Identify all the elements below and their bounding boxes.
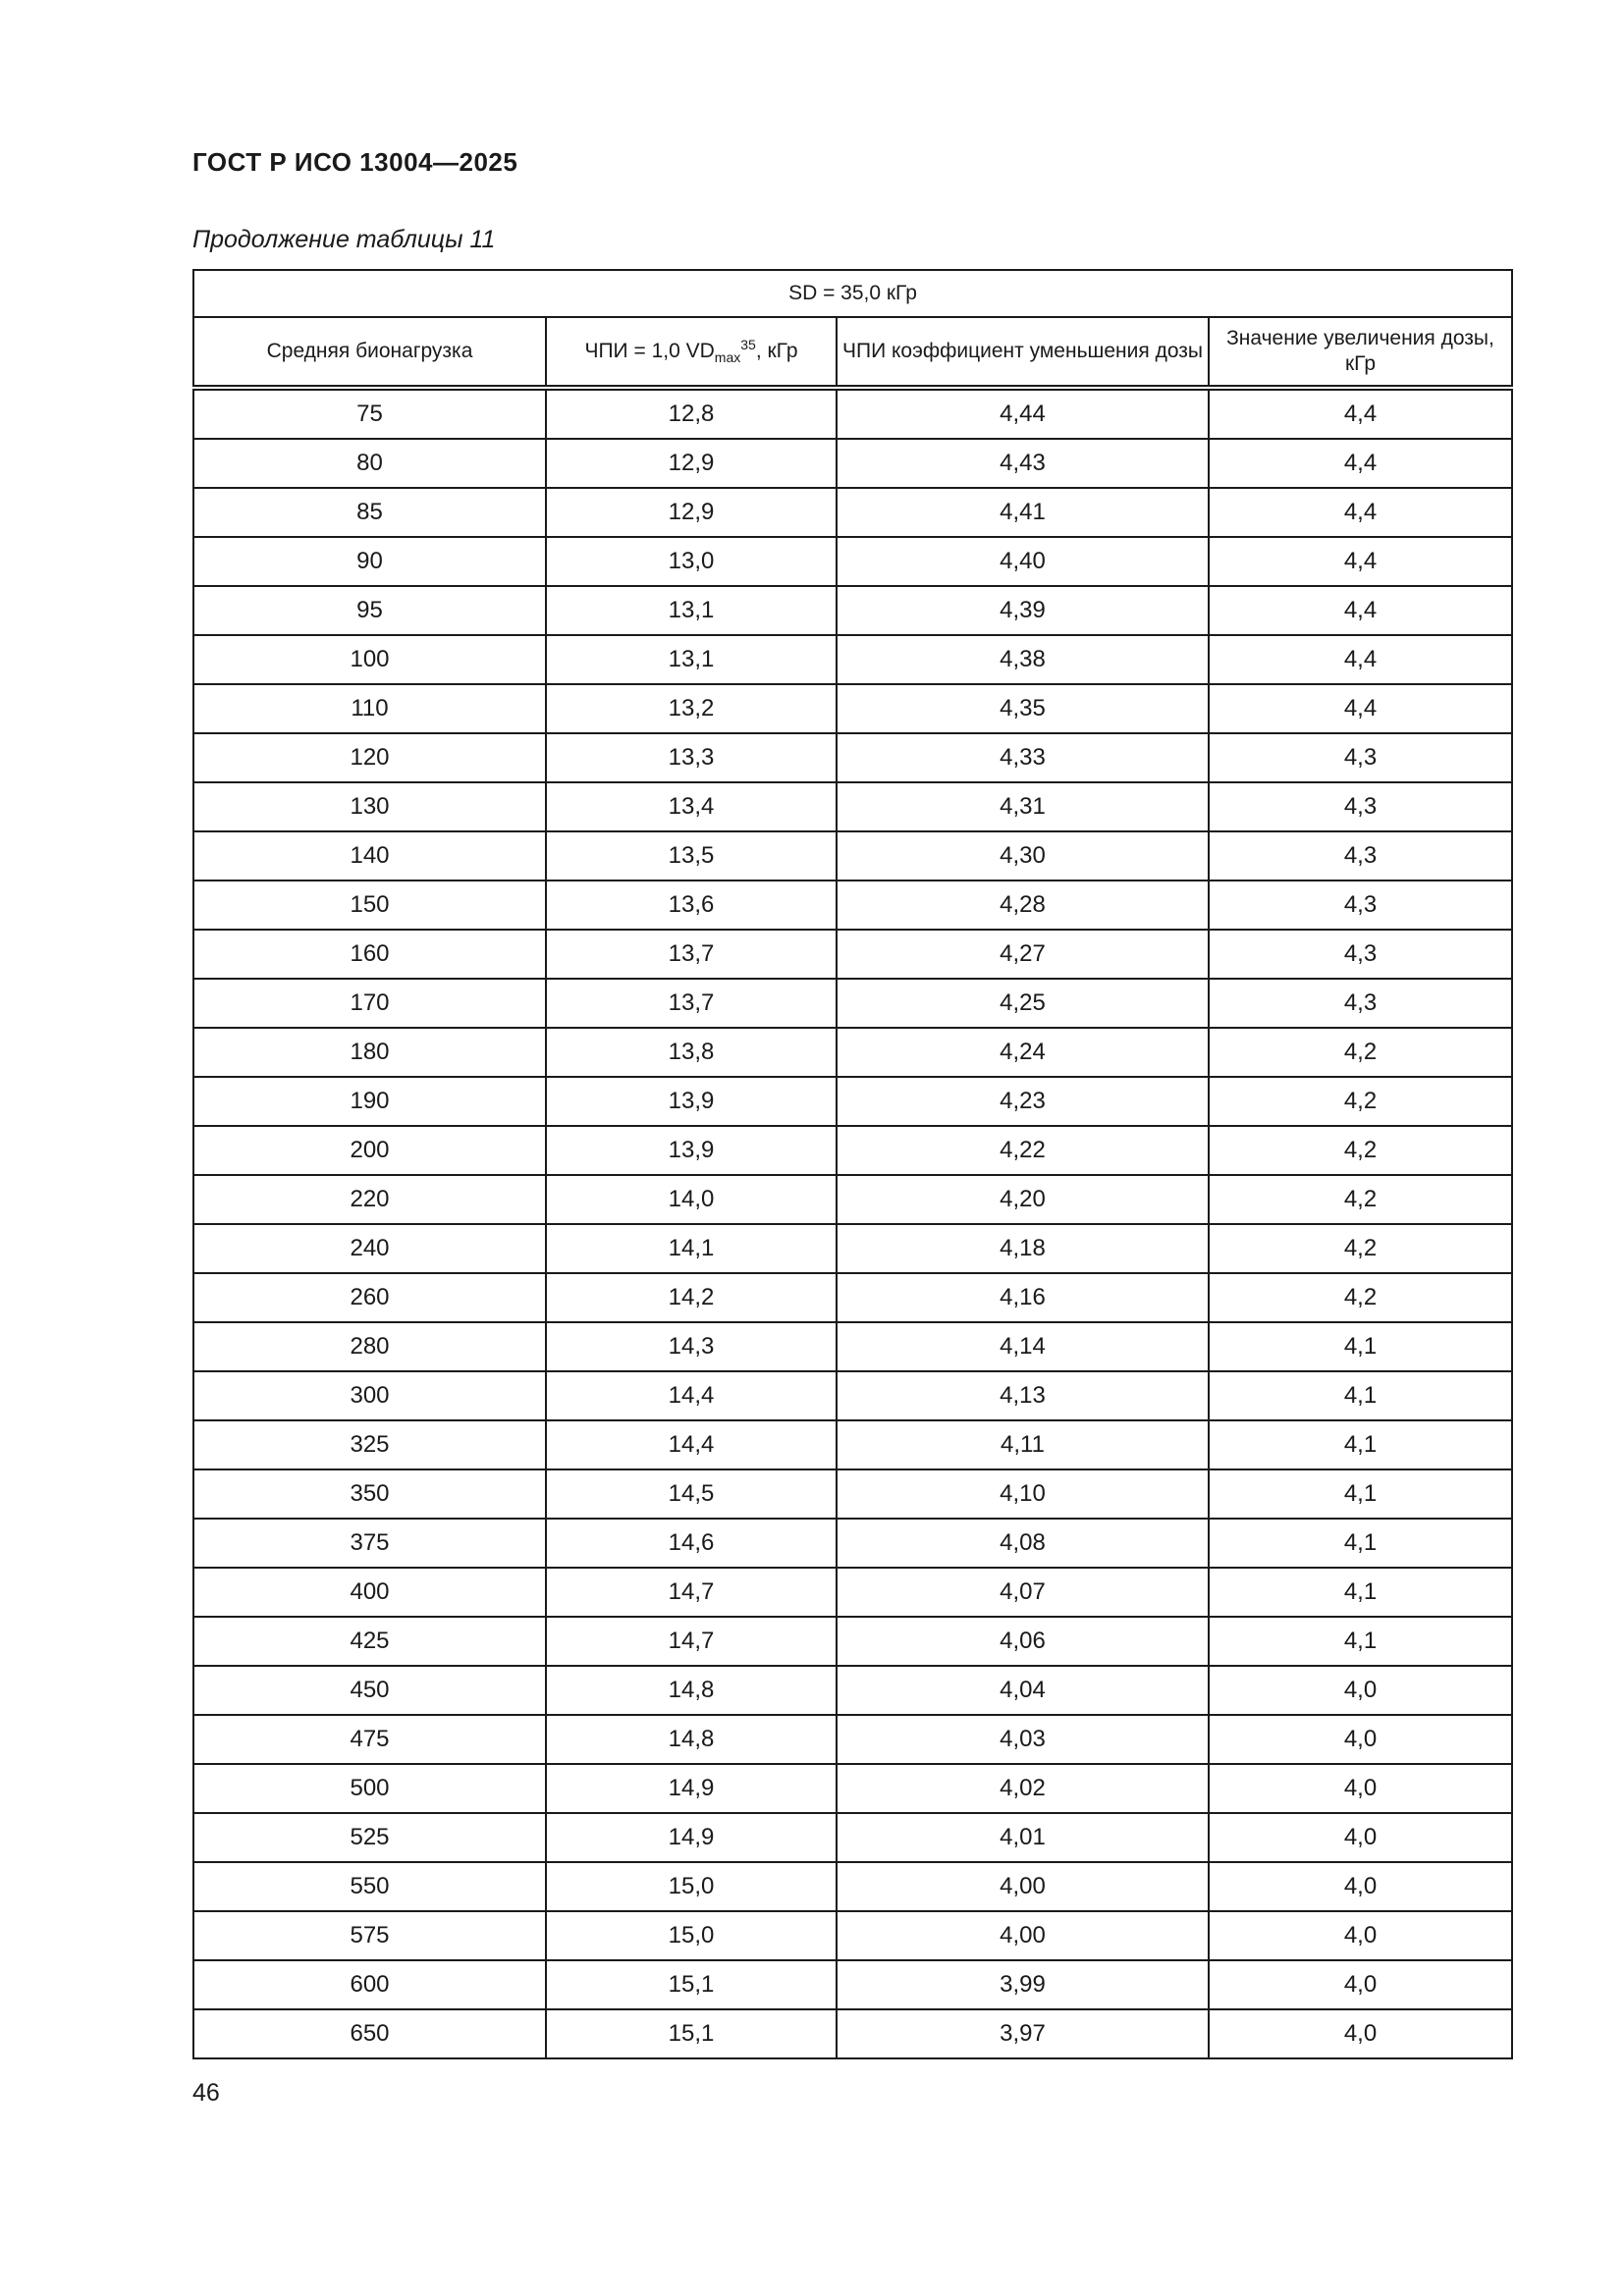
table-cell: 4,3 bbox=[1209, 979, 1512, 1028]
table-row bbox=[193, 635, 1512, 684]
table-cell: 15,0 bbox=[546, 1862, 837, 1911]
table-cell: 450 bbox=[193, 1666, 546, 1715]
table-row bbox=[193, 930, 1512, 979]
table-cell: 4,0 bbox=[1209, 1764, 1512, 1813]
table-cell: 13,7 bbox=[546, 930, 837, 979]
table-cell: 14,7 bbox=[546, 1568, 837, 1617]
page-number: 46 bbox=[192, 2079, 220, 2107]
column-header-dose-increment: Значение увеличения дозы, кГр bbox=[1209, 317, 1512, 388]
table-row bbox=[193, 1862, 1512, 1911]
table-cell: 4,04 bbox=[837, 1666, 1209, 1715]
table-cell: 13,1 bbox=[546, 586, 837, 635]
table-cell: 4,39 bbox=[837, 586, 1209, 635]
table-cell: 13,0 bbox=[546, 537, 837, 586]
table-cell: 4,4 bbox=[1209, 488, 1512, 537]
table-cell: 3,97 bbox=[837, 2009, 1209, 2058]
table-row bbox=[193, 1028, 1512, 1077]
table-row bbox=[193, 881, 1512, 930]
table-cell: 4,3 bbox=[1209, 930, 1512, 979]
table-row bbox=[193, 1519, 1512, 1568]
table-cell: 13,4 bbox=[546, 782, 837, 831]
table-cell: 4,3 bbox=[1209, 782, 1512, 831]
table-cell: 4,1 bbox=[1209, 1322, 1512, 1371]
table-cell: 4,4 bbox=[1209, 388, 1512, 439]
column-header-bioburden: Средняя бионагрузка bbox=[193, 317, 546, 388]
table-cell: 200 bbox=[193, 1126, 546, 1175]
table-row bbox=[193, 1273, 1512, 1322]
table-cell: 4,4 bbox=[1209, 537, 1512, 586]
table-cell: 4,2 bbox=[1209, 1077, 1512, 1126]
table-cell: 4,2 bbox=[1209, 1028, 1512, 1077]
table-cell: 4,0 bbox=[1209, 1666, 1512, 1715]
table-cell: 110 bbox=[193, 684, 546, 733]
table-body bbox=[193, 388, 1512, 2058]
vd-max-prefix: ЧПИ = 1,0 VD bbox=[584, 340, 715, 362]
table-row bbox=[193, 586, 1512, 635]
table-cell: 4,13 bbox=[837, 1371, 1209, 1420]
table-cell: 4,0 bbox=[1209, 1960, 1512, 2009]
table-cell: 15,1 bbox=[546, 2009, 837, 2058]
table-cell: 90 bbox=[193, 537, 546, 586]
table-cell: 4,1 bbox=[1209, 1568, 1512, 1617]
table-row bbox=[193, 1469, 1512, 1519]
table-cell: 350 bbox=[193, 1469, 546, 1519]
table-cell: 575 bbox=[193, 1911, 546, 1960]
table-row bbox=[193, 831, 1512, 881]
table-cell: 4,1 bbox=[1209, 1469, 1512, 1519]
table-row bbox=[193, 1420, 1512, 1469]
table-cell: 4,2 bbox=[1209, 1273, 1512, 1322]
table-row bbox=[193, 1813, 1512, 1862]
table-cell: 4,02 bbox=[837, 1764, 1209, 1813]
table-cell: 4,23 bbox=[837, 1077, 1209, 1126]
table-cell: 525 bbox=[193, 1813, 546, 1862]
table-cell: 4,08 bbox=[837, 1519, 1209, 1568]
table-cell: 14,8 bbox=[546, 1715, 837, 1764]
table-cell: 425 bbox=[193, 1617, 546, 1666]
table-cell: 4,1 bbox=[1209, 1420, 1512, 1469]
table-row bbox=[193, 1371, 1512, 1420]
table-cell: 4,2 bbox=[1209, 1175, 1512, 1224]
table-row bbox=[193, 2009, 1512, 2058]
table-cell: 4,0 bbox=[1209, 1911, 1512, 1960]
table-cell: 240 bbox=[193, 1224, 546, 1273]
table-cell: 14,7 bbox=[546, 1617, 837, 1666]
table-cell: 4,0 bbox=[1209, 1862, 1512, 1911]
table-cell: 13,6 bbox=[546, 881, 837, 930]
table-cell: 4,1 bbox=[1209, 1519, 1512, 1568]
table-cell: 4,1 bbox=[1209, 1617, 1512, 1666]
table-cell: 4,31 bbox=[837, 782, 1209, 831]
table-cell: 4,0 bbox=[1209, 1715, 1512, 1764]
table-cell: 4,38 bbox=[837, 635, 1209, 684]
table-row bbox=[193, 782, 1512, 831]
table-cell: 130 bbox=[193, 782, 546, 831]
table-cell: 4,35 bbox=[837, 684, 1209, 733]
table-cell: 4,2 bbox=[1209, 1126, 1512, 1175]
table-cell: 4,03 bbox=[837, 1715, 1209, 1764]
table-cell: 325 bbox=[193, 1420, 546, 1469]
data-table bbox=[192, 269, 1513, 2059]
table-row bbox=[193, 537, 1512, 586]
table-cell: 15,0 bbox=[546, 1911, 837, 1960]
table-cell: 400 bbox=[193, 1568, 546, 1617]
table-row bbox=[193, 1764, 1512, 1813]
table-cell: 4,40 bbox=[837, 537, 1209, 586]
table-row bbox=[193, 684, 1512, 733]
table-cell: 4,43 bbox=[837, 439, 1209, 488]
table-row bbox=[193, 1568, 1512, 1617]
table-cell: 4,20 bbox=[837, 1175, 1209, 1224]
table-cell: 4,16 bbox=[837, 1273, 1209, 1322]
table-cell: 475 bbox=[193, 1715, 546, 1764]
table-cell: 13,9 bbox=[546, 1077, 837, 1126]
vd-max-superscript: 35 bbox=[740, 337, 756, 352]
table-cell: 4,00 bbox=[837, 1862, 1209, 1911]
table-cell: 600 bbox=[193, 1960, 546, 2009]
table-cell: 4,3 bbox=[1209, 733, 1512, 782]
table-row bbox=[193, 439, 1512, 488]
table-cell: 13,3 bbox=[546, 733, 837, 782]
table-sd-header: SD = 35,0 кГр bbox=[193, 270, 1512, 317]
table-cell: 14,9 bbox=[546, 1764, 837, 1813]
table-row bbox=[193, 1175, 1512, 1224]
table-row bbox=[193, 1322, 1512, 1371]
table-cell: 300 bbox=[193, 1371, 546, 1420]
table-cell: 4,24 bbox=[837, 1028, 1209, 1077]
table-row bbox=[193, 1960, 1512, 2009]
table-cell: 190 bbox=[193, 1077, 546, 1126]
table-cell: 13,8 bbox=[546, 1028, 837, 1077]
table-cell: 4,25 bbox=[837, 979, 1209, 1028]
table-cell: 4,3 bbox=[1209, 831, 1512, 881]
table-cell: 13,1 bbox=[546, 635, 837, 684]
table-cell: 500 bbox=[193, 1764, 546, 1813]
table-cell: 4,01 bbox=[837, 1813, 1209, 1862]
column-header-vd-max bbox=[546, 317, 837, 388]
vd-max-subscript: max bbox=[714, 349, 741, 366]
table-cell: 13,5 bbox=[546, 831, 837, 881]
table-cell: 3,99 bbox=[837, 1960, 1209, 2009]
table-cell: 140 bbox=[193, 831, 546, 881]
vd-max-suffix: , кГр bbox=[755, 340, 798, 362]
table-cell: 14,4 bbox=[546, 1371, 837, 1420]
table-cell: 4,2 bbox=[1209, 1224, 1512, 1273]
table-cell: 80 bbox=[193, 439, 546, 488]
table-row bbox=[193, 1617, 1512, 1666]
table-cell: 375 bbox=[193, 1519, 546, 1568]
table-cell: 14,2 bbox=[546, 1273, 837, 1322]
table-cell: 4,22 bbox=[837, 1126, 1209, 1175]
table-cell: 4,4 bbox=[1209, 684, 1512, 733]
table-cell: 4,07 bbox=[837, 1568, 1209, 1617]
table-cell: 13,9 bbox=[546, 1126, 837, 1175]
table-row bbox=[193, 488, 1512, 537]
table-caption: Продолжение таблицы 11 bbox=[192, 226, 496, 253]
table-cell: 220 bbox=[193, 1175, 546, 1224]
table-cell: 14,6 bbox=[546, 1519, 837, 1568]
table-cell: 4,1 bbox=[1209, 1371, 1512, 1420]
table-cell: 14,0 bbox=[546, 1175, 837, 1224]
table-row bbox=[193, 733, 1512, 782]
table-cell: 12,9 bbox=[546, 488, 837, 537]
table-cell: 4,41 bbox=[837, 488, 1209, 537]
table-cell: 14,4 bbox=[546, 1420, 837, 1469]
table-cell: 15,1 bbox=[546, 1960, 837, 2009]
table-cell: 120 bbox=[193, 733, 546, 782]
table-cell: 4,33 bbox=[837, 733, 1209, 782]
table-cell: 14,8 bbox=[546, 1666, 837, 1715]
table-cell: 4,4 bbox=[1209, 635, 1512, 684]
table-cell: 14,5 bbox=[546, 1469, 837, 1519]
table-cell: 95 bbox=[193, 586, 546, 635]
table-cell: 100 bbox=[193, 635, 546, 684]
table-cell: 650 bbox=[193, 2009, 546, 2058]
table-cell: 4,18 bbox=[837, 1224, 1209, 1273]
table-cell: 4,0 bbox=[1209, 1813, 1512, 1862]
table-cell: 4,10 bbox=[837, 1469, 1209, 1519]
table-cell: 13,7 bbox=[546, 979, 837, 1028]
table-cell: 14,3 bbox=[546, 1322, 837, 1371]
table-row bbox=[193, 1077, 1512, 1126]
table-cell: 280 bbox=[193, 1322, 546, 1371]
table-row bbox=[193, 1126, 1512, 1175]
table-cell: 4,11 bbox=[837, 1420, 1209, 1469]
table-cell: 550 bbox=[193, 1862, 546, 1911]
table-cell: 4,30 bbox=[837, 831, 1209, 881]
table-cell: 14,1 bbox=[546, 1224, 837, 1273]
table-row bbox=[193, 1666, 1512, 1715]
table-row bbox=[193, 1911, 1512, 1960]
table-cell: 85 bbox=[193, 488, 546, 537]
document-header: ГОСТ Р ИСО 13004—2025 bbox=[192, 147, 518, 177]
table-cell: 12,9 bbox=[546, 439, 837, 488]
table-cell: 170 bbox=[193, 979, 546, 1028]
table-cell: 160 bbox=[193, 930, 546, 979]
table-cell: 14,9 bbox=[546, 1813, 837, 1862]
table-cell: 12,8 bbox=[546, 388, 837, 439]
table-row bbox=[193, 1715, 1512, 1764]
table-row bbox=[193, 1224, 1512, 1273]
table-row bbox=[193, 388, 1512, 439]
table-cell: 4,44 bbox=[837, 388, 1209, 439]
table-row bbox=[193, 979, 1512, 1028]
table-cell: 4,4 bbox=[1209, 439, 1512, 488]
table-cell: 4,4 bbox=[1209, 586, 1512, 635]
table-cell: 4,28 bbox=[837, 881, 1209, 930]
table-cell: 150 bbox=[193, 881, 546, 930]
column-header-reduction-factor: ЧПИ коэффициент уменьшения дозы bbox=[837, 317, 1209, 388]
table-cell: 75 bbox=[193, 388, 546, 439]
table-cell: 260 bbox=[193, 1273, 546, 1322]
table-cell: 4,00 bbox=[837, 1911, 1209, 1960]
table-cell: 4,0 bbox=[1209, 2009, 1512, 2058]
table-cell: 4,27 bbox=[837, 930, 1209, 979]
table-cell: 4,3 bbox=[1209, 881, 1512, 930]
table-cell: 180 bbox=[193, 1028, 546, 1077]
table-cell: 4,06 bbox=[837, 1617, 1209, 1666]
table-cell: 13,2 bbox=[546, 684, 837, 733]
table-cell: 4,14 bbox=[837, 1322, 1209, 1371]
